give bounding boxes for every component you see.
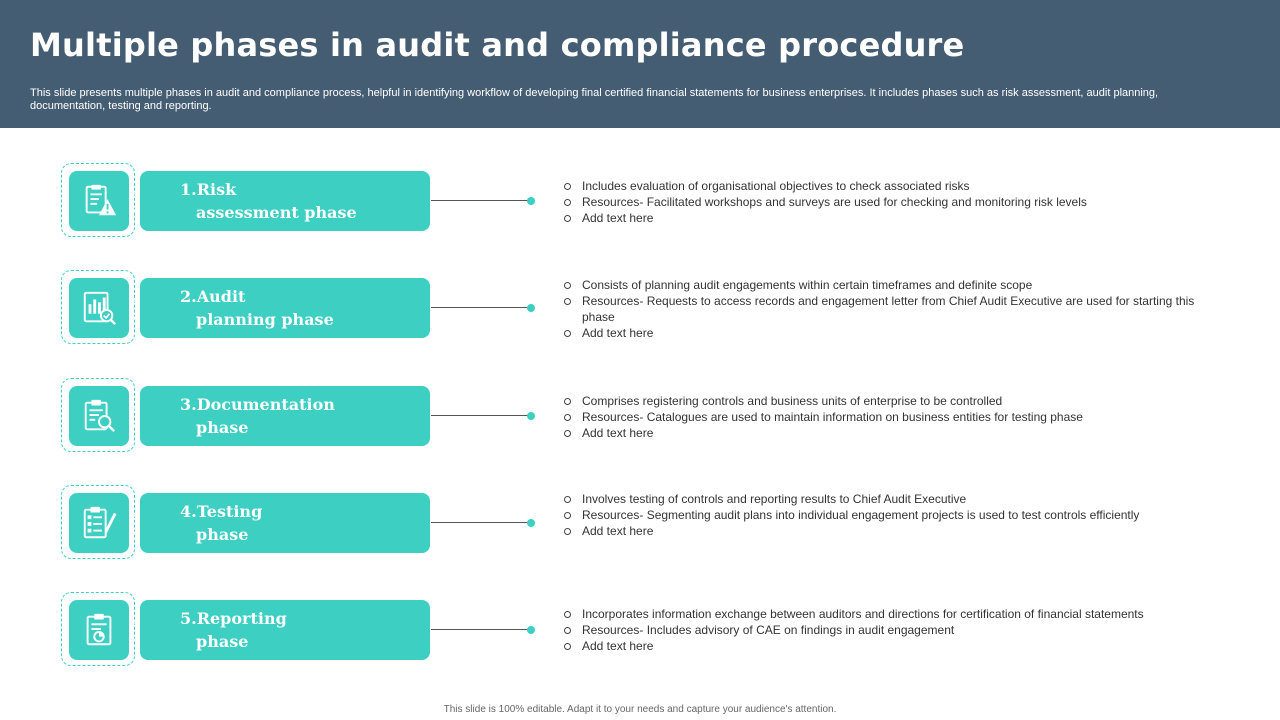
bullet-item: Resources- Catalogues are used to maintain information on business entities for testing phase bbox=[563, 409, 1213, 425]
phase-label-line2: phase bbox=[196, 525, 249, 544]
connector-dot bbox=[527, 412, 535, 420]
phase-label-line1: 1.Risk bbox=[180, 180, 237, 199]
phase-label-line1: 2.Audit bbox=[180, 287, 246, 306]
clipboard-search-icon bbox=[69, 386, 129, 446]
page-subtitle: This slide presents multiple phases in audit and compliance process, helpful in identifying workflow of developing final certified financial statements for business enterprises. It includes phases such as risk assessment, audit planning, documentation, testing and reporting. bbox=[30, 87, 1159, 112]
connector-dot bbox=[527, 304, 535, 312]
bullet-item: Includes evaluation of organisational objectives to check associated risks bbox=[563, 178, 1213, 194]
footer-note: This slide is 100% editable. Adapt it to your needs and capture your audience's attention. bbox=[443, 704, 837, 715]
page-title: Multiple phases in audit and compliance procedure bbox=[30, 26, 965, 64]
connector-dot bbox=[527, 197, 535, 205]
phase-label-line2: phase bbox=[196, 632, 249, 651]
phase-label-box bbox=[140, 600, 430, 660]
bullet-item: Resources- Segmenting audit plans into individual engagement projects is used to test controls efficiently bbox=[563, 507, 1213, 523]
bullet-item: Add text here bbox=[563, 325, 1213, 341]
phase-label-line2: phase bbox=[196, 418, 249, 437]
phase-bullets bbox=[563, 606, 1213, 654]
bullet-item: Resources- Requests to access records and engagement letter from Chief Audit Executive are used for starting this phase bbox=[563, 293, 1213, 325]
phase-label-box bbox=[140, 493, 430, 553]
header bbox=[0, 0, 1280, 128]
phase-row-documentation bbox=[0, 378, 1280, 456]
bullet-item: Resources- Facilitated workshops and surveys are used for checking and monitoring risk levels bbox=[563, 194, 1213, 210]
connector-dot bbox=[527, 626, 535, 634]
connector-line bbox=[431, 307, 529, 308]
phase-label-line1: 4.Testing bbox=[180, 502, 263, 521]
connector-line bbox=[431, 200, 529, 201]
bullet-item: Resources- Includes advisory of CAE on findings in audit engagement bbox=[563, 622, 1213, 638]
bullet-item: Incorporates information exchange between auditors and directions for certification of financial statements bbox=[563, 606, 1213, 622]
clipboard-chart-icon bbox=[69, 600, 129, 660]
bullet-item: Add text here bbox=[563, 210, 1213, 226]
phase-label-line1: 3.Documentation bbox=[180, 395, 335, 414]
phase-row-testing bbox=[0, 485, 1280, 563]
connector-line bbox=[431, 629, 529, 630]
phase-label-box bbox=[140, 278, 430, 338]
chart-report-icon bbox=[69, 278, 129, 338]
phase-label-box bbox=[140, 386, 430, 446]
bullet-item: Add text here bbox=[563, 425, 1213, 441]
connector-line bbox=[431, 415, 529, 416]
bullet-item: Add text here bbox=[563, 638, 1213, 654]
phase-bullets bbox=[563, 277, 1213, 341]
phase-row-reporting bbox=[0, 592, 1280, 670]
clipboard-pen-icon bbox=[69, 493, 129, 553]
phase-label-line1: 5.Reporting bbox=[180, 609, 287, 628]
connector-line bbox=[431, 522, 529, 523]
phase-label-line2: assessment phase bbox=[196, 203, 357, 222]
phase-row-risk-assessment bbox=[0, 163, 1280, 241]
bullet-item: Comprises registering controls and business units of enterprise to be controlled bbox=[563, 393, 1213, 409]
bullet-item: Consists of planning audit engagements within certain timeframes and definite scope bbox=[563, 277, 1213, 293]
phase-row-audit-planning bbox=[0, 270, 1280, 348]
bullet-item: Add text here bbox=[563, 523, 1213, 539]
phase-label-box bbox=[140, 171, 430, 231]
phase-bullets bbox=[563, 491, 1213, 539]
phase-bullets bbox=[563, 393, 1213, 441]
risk-document-icon bbox=[69, 171, 129, 231]
phase-label-line2: planning phase bbox=[196, 310, 334, 329]
connector-dot bbox=[527, 519, 535, 527]
bullet-item: Involves testing of controls and reporting results to Chief Audit Executive bbox=[563, 491, 1213, 507]
phase-bullets bbox=[563, 178, 1213, 226]
